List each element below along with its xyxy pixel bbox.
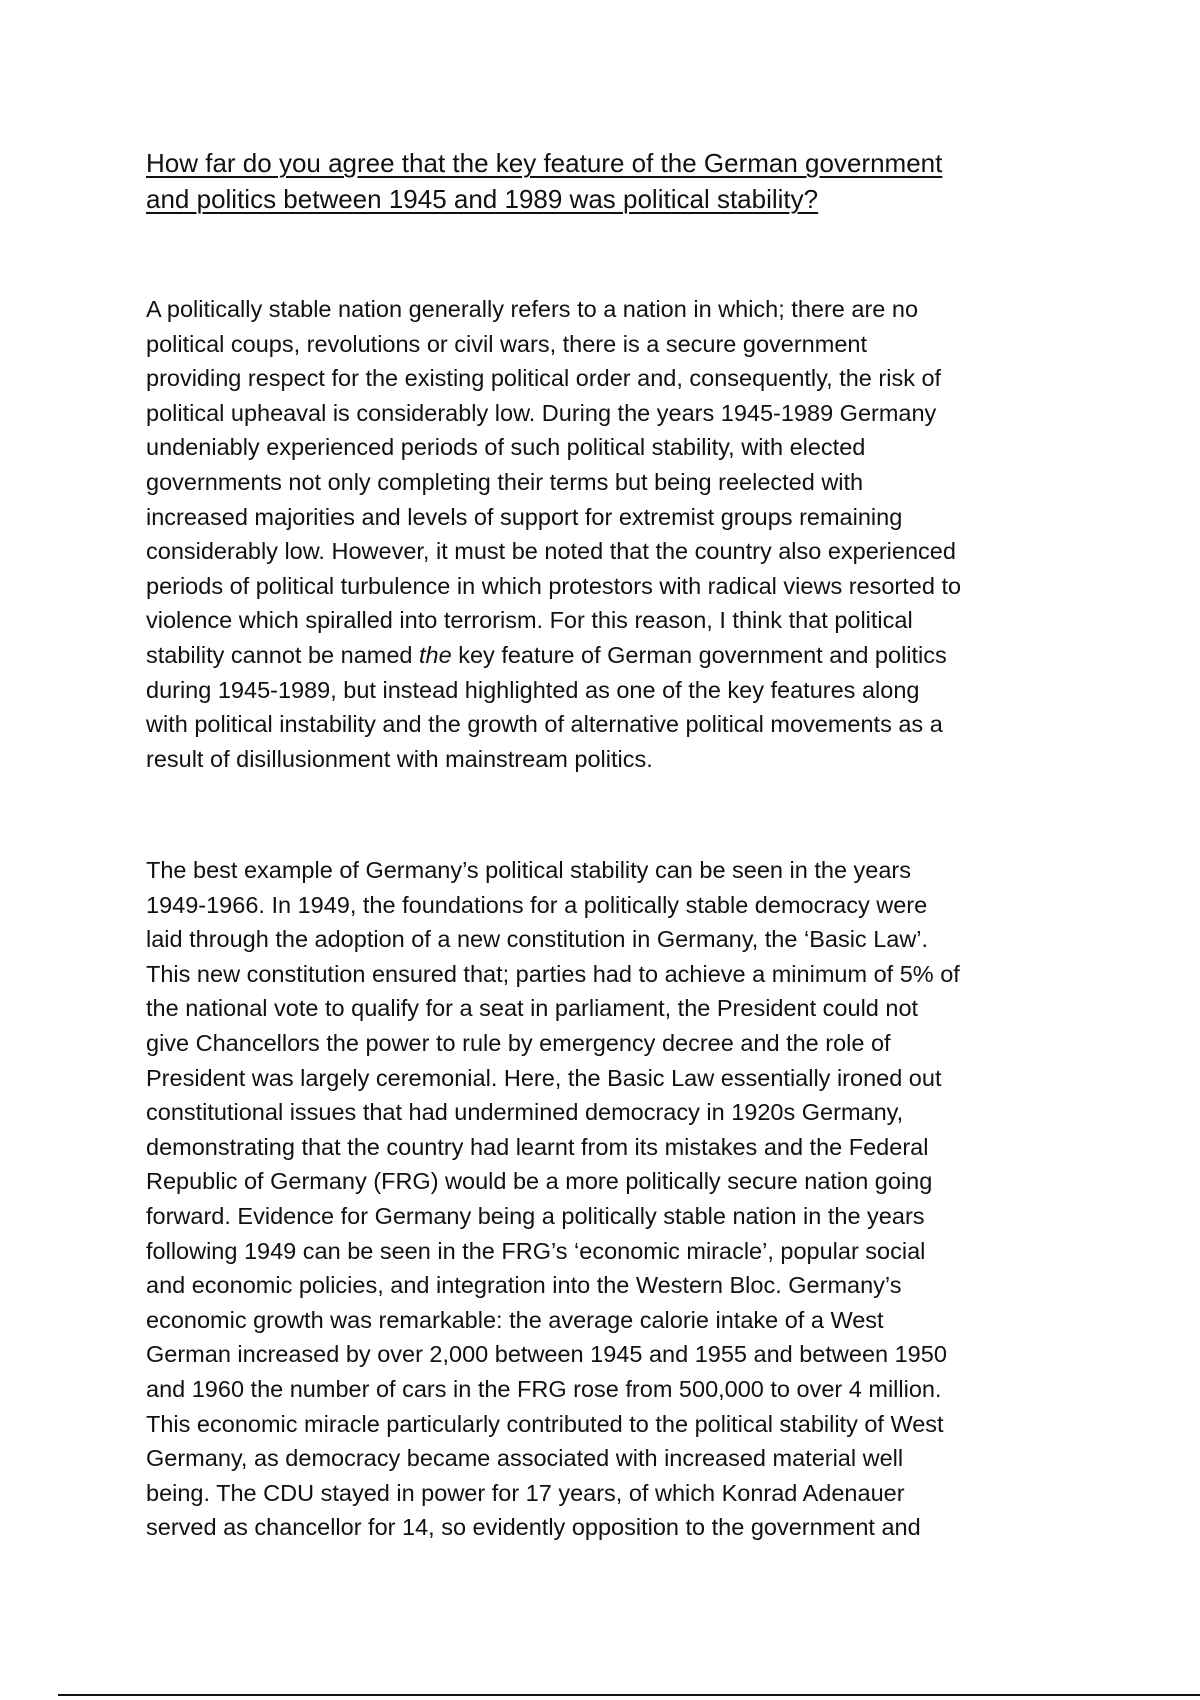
emphasized-word: the — [419, 641, 452, 668]
paragraph-text: A politically stable nation generally refers to a nation in which; there are no political coups, revolutions or civil wars, there is a secure government providing respect for the existing political order and, consequently, the risk of political upheaval is considerably low. During the years 1945-1989 Germany undeniably experienced periods of such political stability, with elected governments not only completing their terms but being reelected with increased majorities and levels of support for extremist groups remaining considerably low. However, it must be noted that the country also experienced periods of political turbulence in which protestors with radical views resorted to violence which spiralled into terrorism. For this reason, I think that political stability cannot be named — [146, 296, 962, 668]
paragraph-text: key feature of German government and politics during 1945-1989, but instead highlighted as one of the key features along with political instability and the growth of alternative political movements as a result of disillusionment with mainstream politics. — [146, 641, 947, 772]
page-bottom-rule — [58, 1694, 1200, 1696]
paragraph-stability-example: The best example of Germany’s political stability can be seen in the years 1949-1966. In 1949, the foundations for a politically stable democracy were laid through the adoption of a new constitution in Germany, the ‘Basic Law’. This new constitution ensured that; parties had to achieve a minimum of 5% of the national vote to qualify for a seat in parliament, the President could not give Chancellors the power to rule by emergency decree and the role of President was largely ceremonial. Here, the Basic Law essentially ironed out constitutional issues that had undermined democracy in 1920s Germany, demonstrating that the country had learnt from its mistakes and the Federal Republic of Germany (FRG) would be a more politically secure nation going forward. Evidence for Germany being a politically stable nation in the years following 1949 can be seen in the FRG’s ‘economic miracle’, popular social and economic policies, and integration into the Western Bloc. Germany’s economic growth was remarkable: the average calorie intake of a West German increased by over 2,000 between 1945 and 1955 and between 1950 and 1960 the number of cars in the FRG rose from 500,000 to over 4 million. This economic miracle particularly contributed to the political stability of West Germany, as democracy became associated with increased material well being. The CDU stayed in power for 17 years, of which Konrad Adenauer served as chancellor for 14, so evidently opposition to the government and — [146, 857, 960, 1541]
paragraph-introduction — [146, 292, 961, 776]
essay-title: How far do you agree that the key feature of the German government and politics between 1945 and 1989 was political stability? — [146, 148, 943, 214]
